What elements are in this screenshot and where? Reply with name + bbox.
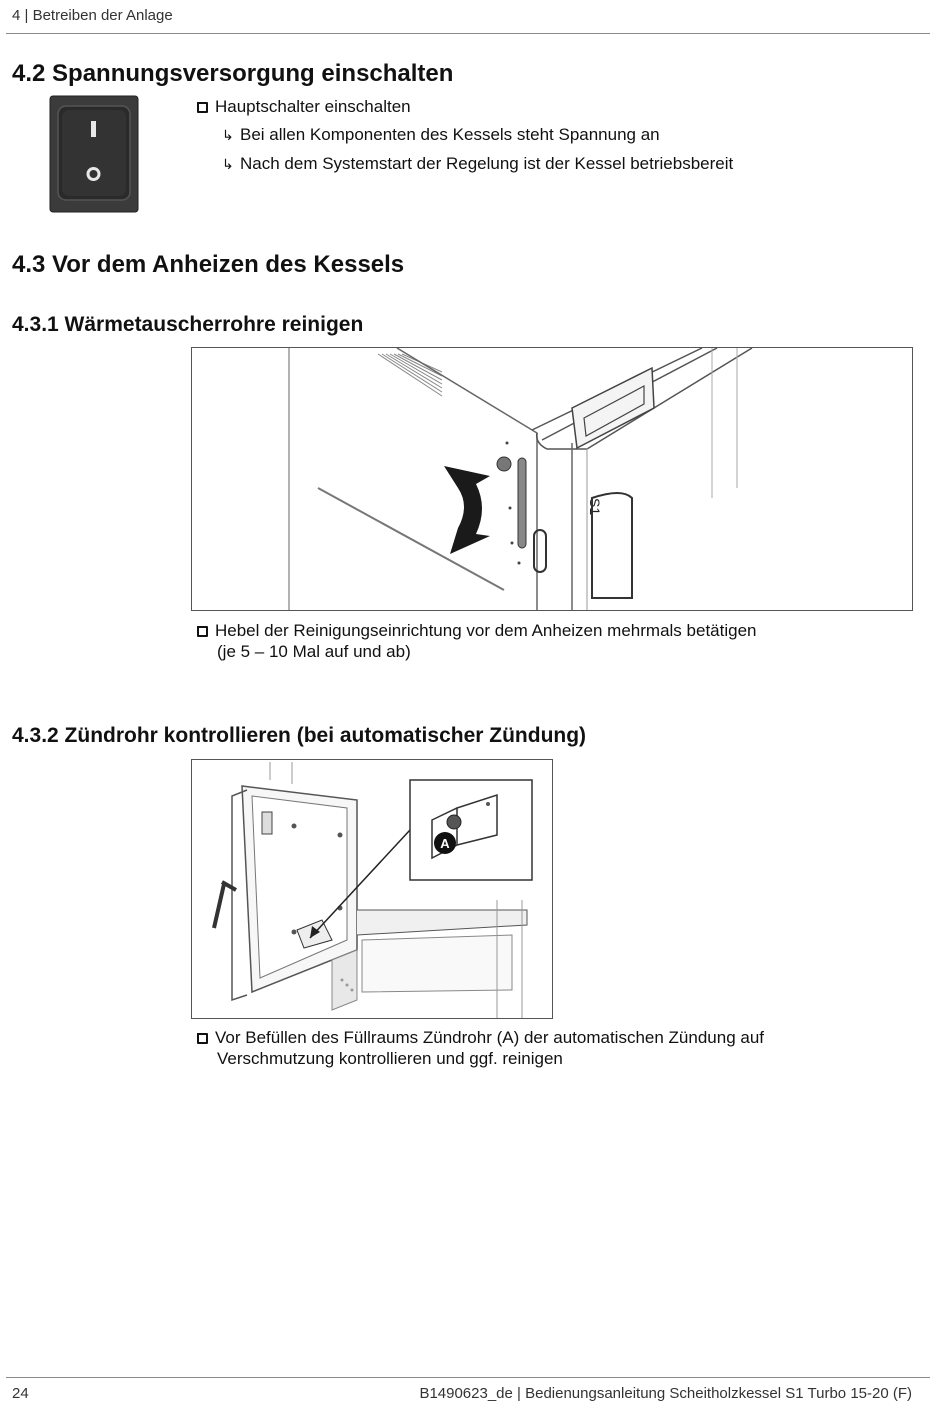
result-arrow-icon: ↳	[222, 156, 234, 172]
checkbox-icon	[197, 102, 208, 113]
result-item: ↳ Nach dem Systemstart der Regelung ist der Kessel betriebsbereit	[222, 154, 734, 173]
section-4-3-title: 4.3 Vor dem Anheizen des Kessels	[12, 251, 405, 278]
result-item: ↳ Bei allen Komponenten des Kessels steht Spannung an	[222, 125, 660, 144]
step-main-switch: Hauptschalter einschalten	[197, 96, 411, 117]
page-number: 24	[12, 1385, 29, 1402]
detail-inset	[410, 780, 532, 880]
section-4-3-2-title: 4.3.2 Zündrohr kontrollieren (bei automatischer Zündung)	[12, 724, 587, 747]
ignition-tube-figure	[191, 759, 553, 1019]
boiler-model-label: S1	[587, 498, 603, 516]
header-rule	[6, 33, 930, 34]
callout-a-label: A	[440, 836, 450, 851]
section-4-3-1-title: 4.3.1 Wärmetauscherrohre reinigen	[12, 313, 364, 336]
ignition-tube	[447, 815, 461, 829]
checkbox-icon	[197, 626, 208, 637]
step-operate-lever-note: (je 5 – 10 Mal auf und ab)	[217, 642, 411, 661]
document-info: B1490623_de | Bedienungsanleitung Scheitholzkessel S1 Turbo 15-20 (F)	[419, 1385, 912, 1402]
cleaning-lever	[518, 458, 526, 548]
checkbox-icon	[197, 1033, 208, 1044]
running-header: 4 | Betreiben der Anlage	[12, 7, 173, 24]
step-check-ignition-tube-cont: Verschmutzung kontrollieren und ggf. reinigen	[217, 1049, 563, 1068]
footer-rule	[6, 1377, 930, 1378]
up-down-arrow-icon	[444, 466, 490, 554]
result-arrow-icon: ↳	[222, 127, 234, 143]
step-check-ignition-tube: Vor Befüllen des Füllraums Zündrohr (A) der automatischen Zündung auf	[197, 1027, 764, 1048]
step-operate-lever: Hebel der Reinigungseinrichtung vor dem Anheizen mehrmals betätigen	[197, 620, 757, 641]
section-4-2-title: 4.2 Spannungsversorgung einschalten	[12, 60, 454, 87]
cleaning-lever-figure	[191, 347, 913, 611]
main-switch-image	[49, 95, 139, 213]
switch-on-mark	[91, 121, 96, 137]
